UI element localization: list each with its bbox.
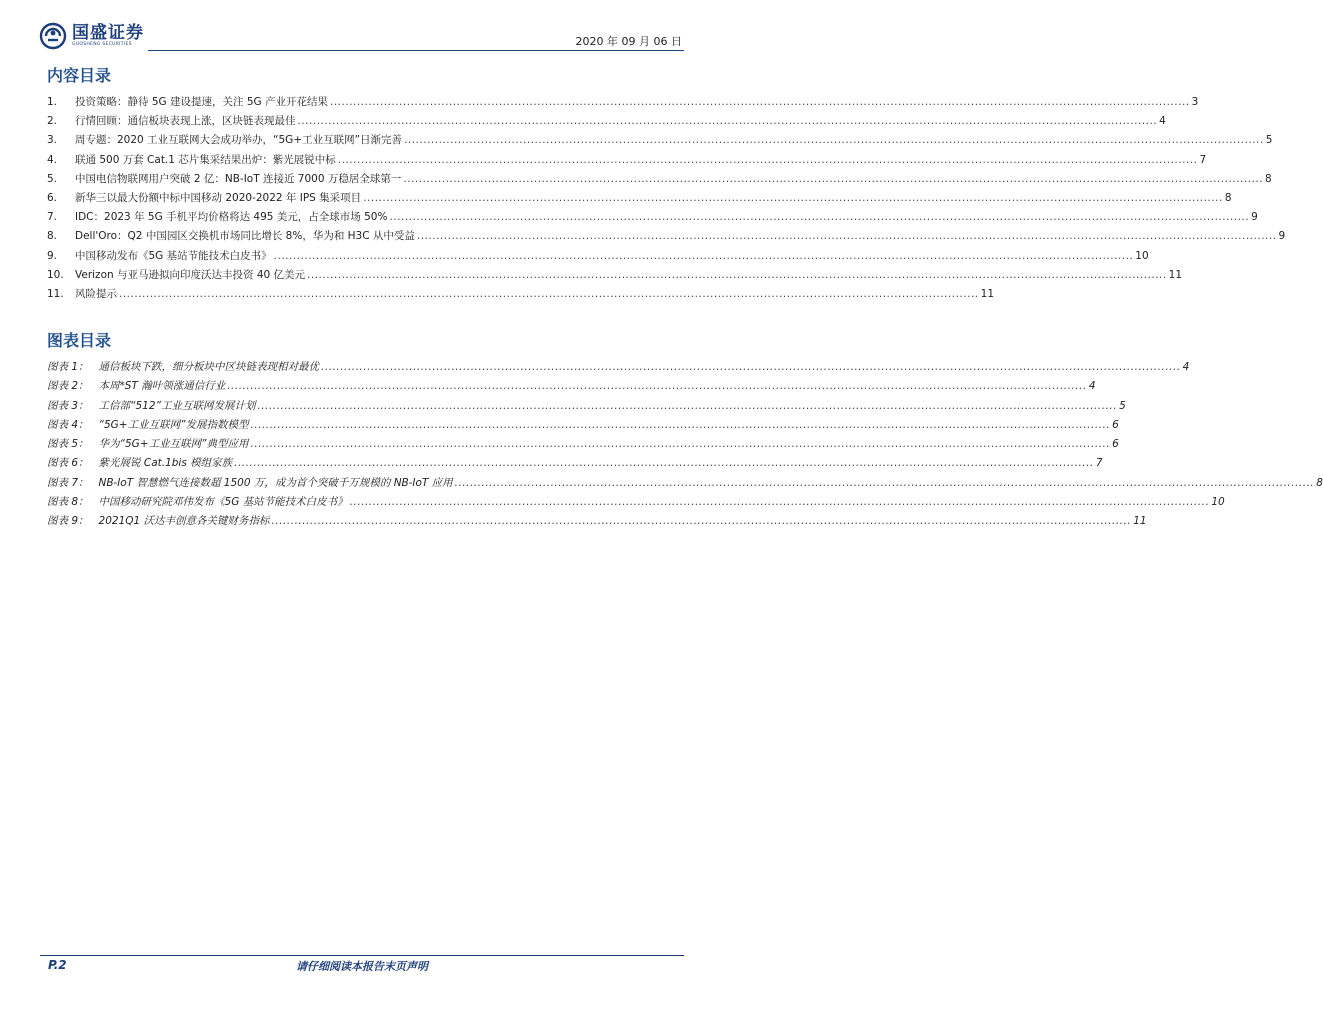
figure-page-number: 10 xyxy=(1211,496,1225,509)
entry-number: 5. xyxy=(47,172,58,185)
logo-name-en: GUOSHENG SECURITIES xyxy=(72,42,132,47)
entry-number: 2. xyxy=(47,115,58,128)
contents-entry[interactable] xyxy=(47,227,1286,246)
entry-title: Verizon 与亚马逊拟向印度沃达丰投资 40 亿美元 xyxy=(75,268,306,281)
contents-entry[interactable] xyxy=(47,151,1207,170)
figure-entry[interactable] xyxy=(47,493,1225,512)
dot-leader xyxy=(307,266,1167,285)
figure-entry[interactable] xyxy=(47,474,1323,493)
report-date: 2020 年 09 月 06 日 xyxy=(575,35,682,48)
entry-number: 6. xyxy=(47,191,58,204)
dot-leader xyxy=(363,189,1223,208)
figures-list xyxy=(47,358,1323,532)
dot-leader xyxy=(298,112,1158,131)
figure-title: 华为“5G+工业互联网”典型应用 xyxy=(98,438,249,451)
entry-title: 行情回顾：通信板块表现上涨，区块链表现最佳 xyxy=(75,115,296,128)
page-header xyxy=(0,0,724,56)
figure-page-number: 5 xyxy=(1119,399,1126,412)
entry-page-number: 9 xyxy=(1278,230,1286,243)
contents-entry[interactable] xyxy=(47,93,1199,112)
entry-number: 1. xyxy=(47,96,58,108)
figure-page-number: 7 xyxy=(1095,457,1103,470)
dot-leader xyxy=(257,397,1117,416)
dot-leader xyxy=(338,151,1198,170)
entry-page-number: 11 xyxy=(1168,268,1183,281)
figure-page-number: 11 xyxy=(1133,515,1147,528)
figure-entry[interactable] xyxy=(47,397,1126,416)
entry-page-number: 4 xyxy=(1159,115,1166,128)
entry-title: 新华三以最大份额中标中国移动 2020-2022 年 IPS 集采项目 xyxy=(75,191,362,204)
entry-page-number: 7 xyxy=(1199,153,1207,166)
header-divider xyxy=(148,50,684,51)
entry-title: 中国电信物联网用户突破 2 亿：NB-IoT 连接近 7000 万稳居全球第一 xyxy=(75,172,402,185)
entry-page-number: 8 xyxy=(1265,172,1272,185)
dot-leader xyxy=(389,208,1249,227)
dot-leader xyxy=(455,474,1315,493)
contents-entry[interactable] xyxy=(47,266,1183,285)
contents-entry[interactable] xyxy=(47,112,1166,131)
figure-label: 图表 6： xyxy=(47,457,89,470)
figure-entry[interactable] xyxy=(47,416,1119,435)
figures-title: 图表目录 xyxy=(47,331,112,350)
entry-number: 11. xyxy=(47,287,64,300)
figure-title: 中国移动研究院邓伟发布《5G 基站节能技术白皮书》 xyxy=(98,496,348,509)
logo-name-cn: 国盛证券 xyxy=(72,23,144,43)
figure-label: 图表 9： xyxy=(47,515,89,528)
figure-label: 图表 8： xyxy=(47,496,89,509)
figure-label: 图表 5： xyxy=(47,438,89,451)
contents-entry[interactable] xyxy=(47,208,1258,227)
dot-leader xyxy=(227,377,1087,396)
page-number: P.2 xyxy=(48,958,67,972)
figure-label: 图表 7： xyxy=(47,476,89,489)
figure-entry[interactable] xyxy=(47,512,1147,531)
entry-page-number: 5 xyxy=(1265,134,1273,147)
entry-page-number: 8 xyxy=(1224,191,1232,204)
entry-title: 风险提示 xyxy=(75,287,117,300)
dot-leader xyxy=(119,285,979,304)
contents-entry[interactable] xyxy=(47,247,1149,266)
entry-title: 联通 500 万套 Cat.1 芯片集采结果出炉：紫光展锐中标 xyxy=(75,153,336,166)
figure-label: 图表 4： xyxy=(47,418,89,431)
disclaimer-note: 请仔细阅读本报告末页声明 xyxy=(296,960,428,973)
contents-entry[interactable] xyxy=(47,285,995,304)
entry-number: 3. xyxy=(47,134,58,147)
figure-entry[interactable] xyxy=(47,358,1190,377)
dot-leader xyxy=(330,93,1190,112)
dot-leader xyxy=(234,454,1094,473)
entry-page-number: 11 xyxy=(980,287,995,300)
figure-title: 工信部“512”工业互联网发展计划 xyxy=(98,399,256,412)
contents-entry[interactable] xyxy=(47,131,1273,150)
footer-divider xyxy=(40,955,684,956)
dot-leader xyxy=(321,358,1181,377)
entry-number: 8. xyxy=(47,230,58,243)
figure-title: 紫光展锐 Cat.1bis 模组家族 xyxy=(98,457,233,470)
entry-title: 周专题：2020 工业互联网大会成功举办，“5G+工业互联网”日渐完善 xyxy=(75,134,403,147)
figure-entry[interactable] xyxy=(47,454,1103,473)
figure-entry[interactable] xyxy=(47,377,1096,396)
dot-leader xyxy=(251,416,1111,435)
figure-label: 图表 1： xyxy=(47,361,89,373)
dot-leader xyxy=(272,512,1132,531)
figure-label: 图表 2： xyxy=(47,380,89,393)
figure-page-number: 6 xyxy=(1112,438,1119,451)
figure-entry[interactable] xyxy=(47,435,1119,454)
contents-list xyxy=(47,93,1286,304)
figure-page-number: 8 xyxy=(1316,476,1323,489)
dot-leader xyxy=(403,170,1263,189)
entry-title: 中国移动发布《5G 基站节能技术白皮书》 xyxy=(75,249,272,262)
figure-page-number: 4 xyxy=(1182,361,1190,373)
entry-page-number: 10 xyxy=(1135,249,1149,262)
figure-title: 通信板块下跌，细分板块中区块链表现相对最优 xyxy=(98,361,320,373)
dot-leader xyxy=(251,435,1111,454)
dot-leader xyxy=(350,493,1210,512)
logo-icon xyxy=(40,23,66,49)
entry-number: 4. xyxy=(47,153,58,166)
contents-entry[interactable] xyxy=(47,189,1232,208)
figure-page-number: 6 xyxy=(1112,418,1119,431)
figure-title: 本周*ST 瀚叶领涨通信行业 xyxy=(98,380,226,393)
dot-leader xyxy=(417,227,1277,246)
entry-number: 7. xyxy=(47,211,58,224)
figure-label: 图表 3： xyxy=(47,399,89,412)
company-logo xyxy=(40,23,144,49)
entry-number: 9. xyxy=(47,249,58,262)
entry-title: IDC：2023 年 5G 手机平均价格将达 495 美元，占全球市场 50% xyxy=(75,211,388,224)
figure-title: “5G+工业互联网”发展指数模型 xyxy=(98,418,249,431)
entry-title: Dell'Oro：Q2 中国园区交换机市场同比增长 8%，华为和 H3C 从中受益 xyxy=(75,230,415,243)
entry-page-number: 3 xyxy=(1191,96,1199,108)
contents-title: 内容目录 xyxy=(47,66,112,85)
entry-page-number: 9 xyxy=(1251,211,1258,224)
entry-number: 10. xyxy=(47,268,64,281)
entry-title: 投资策略：静待 5G 建设提速，关注 5G 产业开花结果 xyxy=(75,96,328,108)
contents-entry[interactable] xyxy=(47,170,1272,189)
figure-page-number: 4 xyxy=(1088,380,1096,393)
dot-leader xyxy=(404,131,1264,150)
dot-leader xyxy=(274,247,1134,266)
figure-title: NB-IoT 智慧燃气连接数超 1500 万，成为首个突破千万规模的 NB-IoT 应用 xyxy=(98,476,453,489)
figure-title: 2021Q1 沃达丰创意各关键财务指标 xyxy=(98,515,270,528)
